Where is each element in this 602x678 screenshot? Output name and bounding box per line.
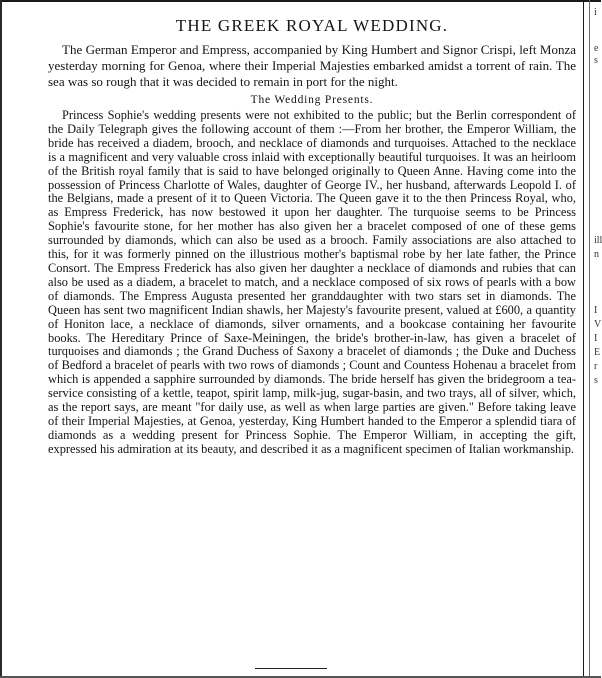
- adjacent-column-fragment: r: [594, 361, 598, 372]
- adjacent-column-fragment: V: [594, 319, 602, 330]
- end-rule: [255, 668, 327, 669]
- adjacent-column-fragment: ill: [594, 235, 602, 246]
- adjacent-column-fragment: I: [594, 333, 598, 344]
- intro-paragraph: The German Emperor and Empress, accompanied by King Humbert and Signor Crispi, left Monza yesterday morning for Genoa, where their Imperial Majesties embarked amidst a torrent of rain. The sea was so rough that it was decided to remain in port for the night.: [48, 42, 576, 89]
- page-border-top: [0, 0, 601, 2]
- column-rule-secondary: [589, 0, 590, 678]
- adjacent-column-fragment: I: [594, 305, 598, 316]
- adjacent-column-fragment: s: [594, 375, 598, 386]
- article-headline: THE GREEK ROYAL WEDDING.: [175, 16, 449, 35]
- body-paragraph: Princess Sophie's wedding presents were not exhibited to the public; but the Berlin correspondent of the Daily Telegraph gives the following account of them :—From her brother, the Emperor William, the bride has received a diadem, brooch, and necklace of diamonds and turquoises. Attached to the necklace is a magnificent and very valuable cross inlaid with exceptionally beautiful turquoises. It was an heirloom of the British royal family that is said to have belonged originally to Queen Anne. Having come into the possession of Princess Charlotte of Wales, daughter of George IV., her husband, afterwards Leopold I. of the Belgians, made a present of it to Queen Victoria. The Queen gave it to the then Princess Royal, who, as Empress Frederick, has now bestowed it upon her daughter. The turquoise seems to be Princess Sophie's favourite stone, for her mother has also given her a bracelet composed of one of these gems surrounded by diamonds, which can also be used as a brooch. Family associations are also attached to this, for it was formerly pinned on the illustrious mother's baptismal robe by her late father, the Prince Consort. The Empress Frederick has also given her daughter a necklace of diamonds and rubies that can also be used as a diadem, a bracelet to match, and a necklace composed of six rows of pearls with a bow of diamonds. The Empress Augusta presented her granddaughter with two stars set in diamonds. The Queen has sent two magnificent Indian shawls, her Majesty's favourite present, valued at £600, a quantity of Honiton lace, a necklace of diamonds, silver ornaments, and a bookcase containing her favourite books. The Hereditary Prince of Saxe-Meiningen, the bride's brother-in-law, has given a bracelet of turquoises and diamonds ; the Grand Duchess of Saxony a bracelet of diamonds ; the Duke and Duchess of Bedford a bracelet of pearls with two rows of diamonds ; Count and Countess Hohenau a bracelet from which is appended a sapphire surrounded by diamonds. The bride herself has given the bridegroom a tea-service consisting of a kettle, teapot, spirit lamp, milk-jug, sugar-basin, and two trays, all of silver, which, as the report says, are meant "for daily use, as well as when large parties are given." Before taking leave of their Imperial Majesties, at Genoa, yesterday, King Humbert handed to the Emperor a splendid tiara of diamonds as a wedding present for Princess Sophie. The Emperor William, in accepting the gift, expressed his admiration at its beauty, and described it as a magnificent specimen of Italian workmanship.: [48, 108, 576, 456]
- adjacent-column-fragment: e: [594, 43, 599, 54]
- column-rule: [583, 0, 584, 678]
- adjacent-column-fragment: i: [594, 7, 597, 18]
- adjacent-column-fragment: s: [594, 55, 598, 66]
- news-article: [48, 14, 576, 457]
- adjacent-column-fragment: E: [594, 347, 601, 358]
- adjacent-column-fragment: n: [594, 249, 599, 260]
- section-subheading: The Wedding Presents.: [250, 94, 374, 106]
- page-border-left: [0, 0, 2, 678]
